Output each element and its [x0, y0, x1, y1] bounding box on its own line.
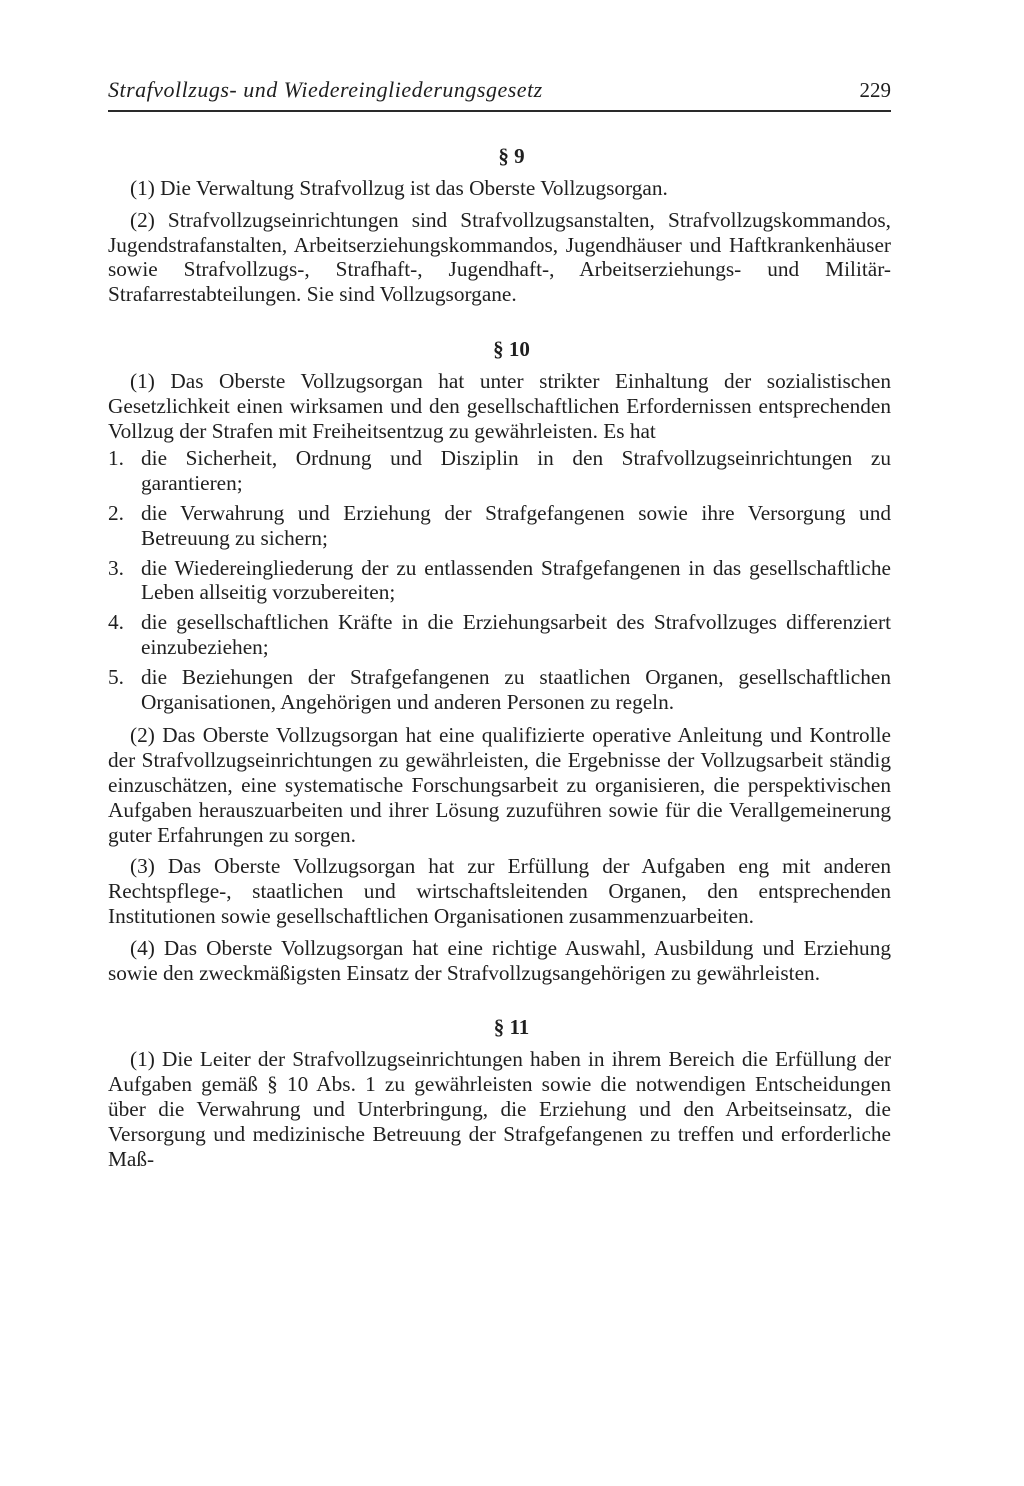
- list-item-text: die gesellschaftlichen Kräfte in die Erziehungsarbeit des Strafvollzuges differenziert einzubeziehen;: [141, 610, 891, 659]
- paragraph-10-4: (4) Das Oberste Vollzugsorgan hat eine richtige Auswahl, Ausbildung und Erziehung sowie den zweckmäßigsten Einsatz der Strafvollzugsangehörigen zu gewährleisten.: [108, 935, 891, 985]
- running-title: Strafvollzugs- und Wiedereingliederungsgesetz: [108, 77, 543, 102]
- section-heading-9: § 9: [498, 144, 525, 168]
- list-item-number: 5.: [108, 664, 124, 689]
- paragraph-9-2: (2) Strafvollzugseinrichtungen sind Strafvollzugsanstalten, Strafvollzugskommandos, Jugendstrafanstalten, Arbeitserziehungskommandos, Jugendhäuser und Haftkrankenhäuser sowie Strafvollzugs-, Strafhaft-, Jugendhaft-, Arbeitserziehungs- und Militär-Strafarrestabteilungen. Sie sind Vollzugsorgane.: [108, 207, 891, 307]
- list-item-number: 3.: [108, 555, 124, 580]
- section-heading-11: § 11: [493, 1015, 530, 1040]
- list-item-text: die Verwahrung und Erziehung der Strafgefangenen sowie ihre Versorgung und Betreuung zu sichern;: [141, 500, 891, 550]
- list-item: [108, 556, 891, 606]
- running-header: [108, 70, 891, 112]
- list-item-text: die Sicherheit, Ordnung und Disziplin in den Strafvollzugseinrichtungen zu garantieren;: [141, 446, 891, 496]
- list-item-number: 1.: [108, 446, 124, 471]
- paragraph-9-1: (1) Die Verwaltung Strafvollzug ist das Oberste Vollzugsorgan.: [130, 176, 668, 200]
- list-item-number: 4.: [108, 610, 124, 635]
- obligation-list: [108, 446, 891, 714]
- paragraph-10-3: (3) Das Oberste Vollzugsorgan hat zur Erfüllung der Aufgaben eng mit anderen Rechtspflege-, staatlichen und wirtschaftsleitenden Organen, den entsprechenden Institutionen sowie gesellschaftlichen Organisationen zusammenzuarbeiten.: [108, 854, 891, 928]
- paragraph-10-2: (2) Das Oberste Vollzugsorgan hat eine qualifizierte operative Anleitung und Kontrolle der Strafvollzugseinrichtungen zu gewährleisten, die Ergebnisse der Vollzugsarbeit ständig einzuschätzen, eine systematische Forschungsarbeit zu organisieren, die perspektivischen Aufgaben herauszuarbeiten und ihrer Lösung zuzuführen sowie für die Verallgemeinerung guter Erfahrungen zu sorgen.: [108, 723, 891, 847]
- page-number: 229: [859, 78, 891, 102]
- paragraph-10-1-intro: (1) Das Oberste Vollzugsorgan hat unter strikter Einhaltung der sozialistischen Gesetzlichkeit einen wirksamen und den gesellschaftlichen Erfordernissen entsprechenden Vollzug der Strafen mit Freiheitsentzug zu gewährleisten. Es hat: [108, 368, 891, 443]
- list-item: [108, 501, 891, 551]
- list-item: [108, 610, 891, 660]
- document-page: [108, 70, 891, 1171]
- list-item-text: die Wiedereingliederung der zu entlassenden Strafgefangenen in das gesellschaftliche Leben allseitig vorzubereiten;: [141, 555, 891, 605]
- section-heading-10: § 10: [493, 336, 530, 361]
- paragraph-11-1: (1) Die Leiter der Strafvollzugseinrichtungen haben in ihrem Bereich die Erfüllung der Aufgaben gemäß § 10 Abs. 1 zu gewährleisten sowie die notwendigen Entscheidungen über die Verwahrung und Unterbringung, die Erziehung und den Arbeitseinsatz, die Versorgung und medizinische Betreuung der Strafgefangenen zu treffen und erforderliche Maß-: [108, 1047, 891, 1171]
- list-item: [108, 665, 891, 715]
- list-item-text: die Beziehungen der Strafgefangenen zu staatlichen Organen, gesellschaftlichen Organisationen, Angehörigen und anderen Personen zu regeln.: [141, 664, 891, 714]
- list-item: [108, 446, 891, 496]
- list-item-number: 2.: [108, 500, 124, 525]
